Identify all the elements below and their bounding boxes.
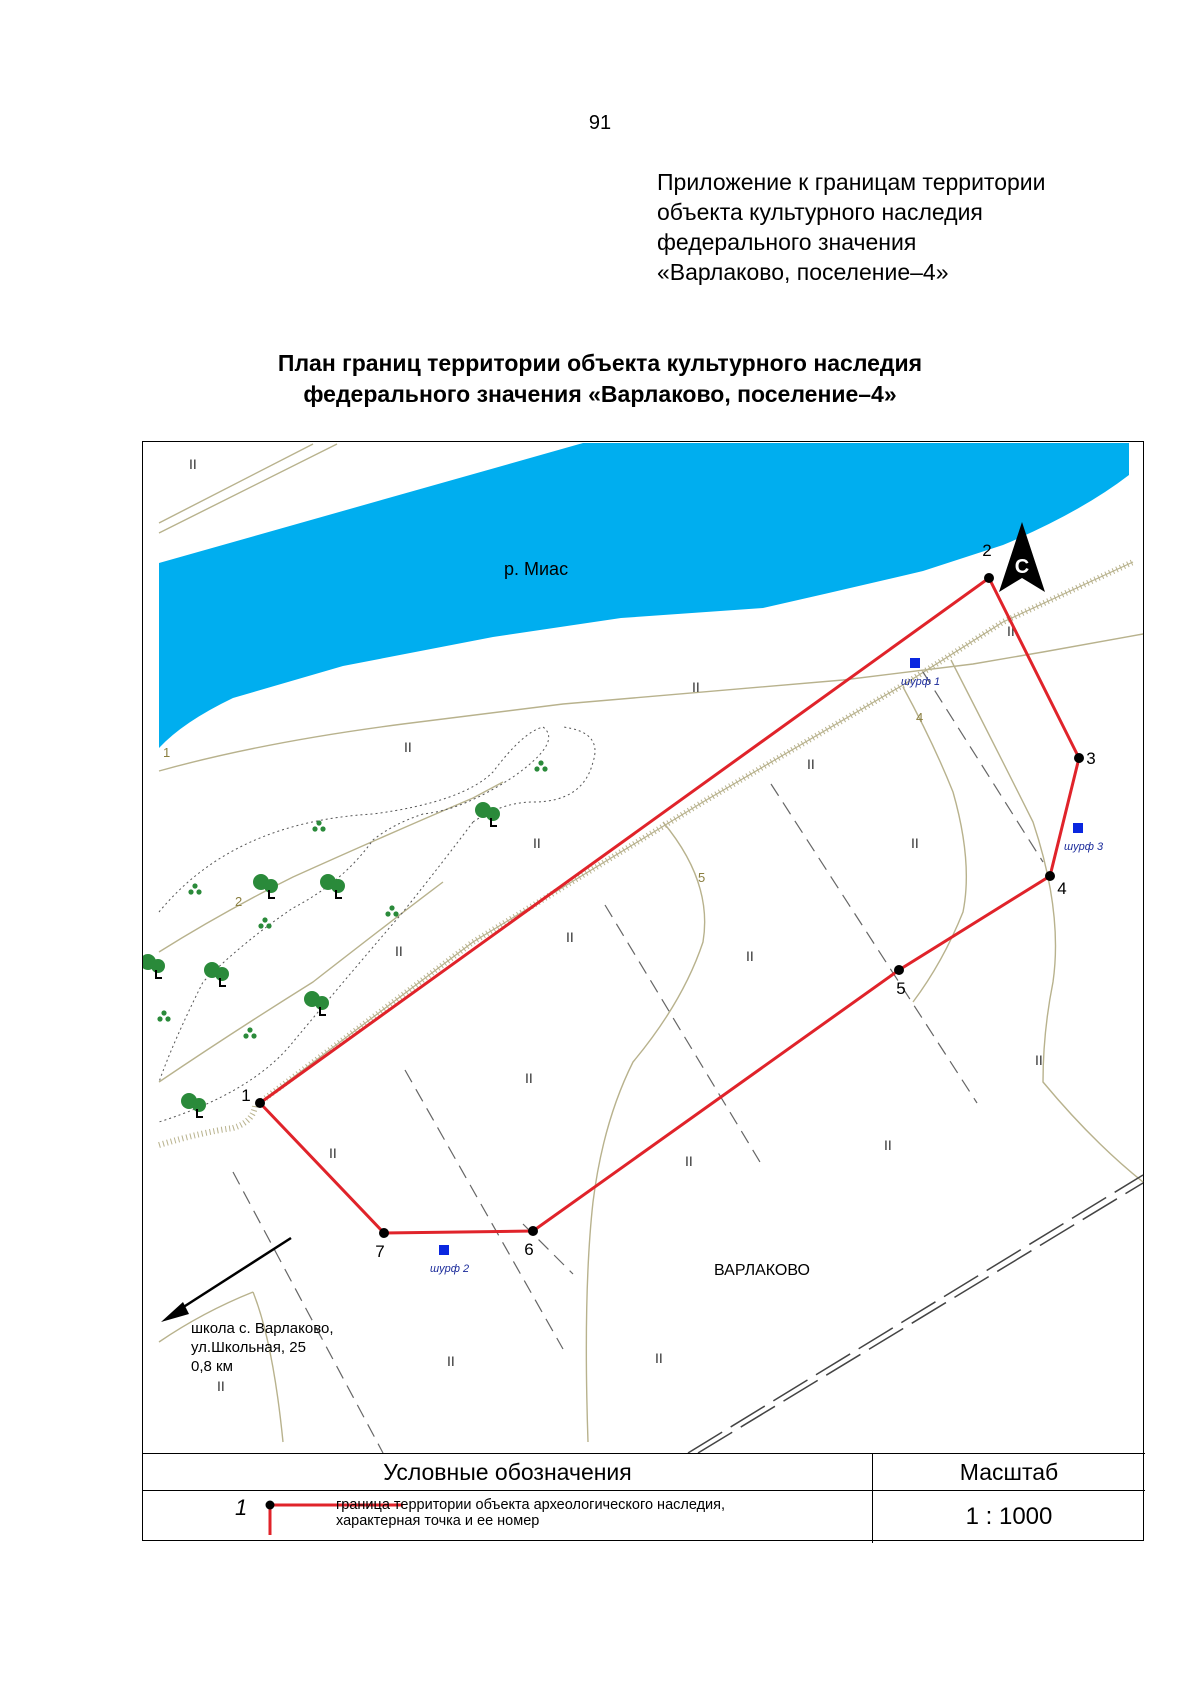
grass-symbol: II [533,835,541,851]
tree-icon [475,802,500,827]
pit-marker [439,1245,449,1255]
grass-symbol: II [395,943,403,959]
pit-label: шурф 3 [1064,841,1104,853]
appendix-line: федерального значения [657,229,917,255]
pit-label: шурф 1 [901,676,941,688]
legend-text [336,1497,725,1529]
pit-label: шурф 2 [430,1263,470,1275]
bush-icon [312,820,325,831]
plan-title [0,348,1200,410]
contour-label: 5 [698,870,706,885]
grass-symbol: II [807,756,815,772]
bush-icon [157,1010,170,1021]
plan-title-line: План границ территории объекта культурного наследия [277,350,923,376]
contour-label: 2 [235,894,243,909]
direction-note-line: 0,8 км [191,1358,233,1375]
boundary-point [1074,753,1084,763]
page-number: 91 [588,112,612,134]
boundary-point [984,573,994,583]
grass-symbol: II [329,1145,337,1161]
grass-symbol: II [884,1137,892,1153]
grass-symbol: II [447,1353,455,1369]
grass-symbol: II [525,1070,533,1086]
scale-header: Масштаб [873,1454,1145,1491]
pit-marker [1073,823,1083,833]
dashed-road [233,672,1043,1453]
scale-value: 1 : 1000 [965,1503,1053,1530]
boundary-point [1045,871,1055,881]
grass-symbol: II [692,679,700,695]
boundary-point [255,1098,265,1108]
tree-icon [304,991,329,1016]
boundary-point [379,1228,389,1238]
map-frame [142,441,1144,1541]
legend-text-line: граница территории объекта археологического наследия, [336,1497,726,1513]
legend-item [143,1491,873,1543]
bush-icon [258,917,271,928]
legend-area [143,1453,1145,1542]
legend-sample-number: 1 [235,1495,248,1520]
bush-icon [534,760,547,771]
boundary-point-label: 5 [896,979,906,998]
forest-outline [159,727,595,1122]
grass-symbol: II [189,456,197,472]
legend-text-line: характерная точка и ее номер [336,1513,540,1529]
river-label: р. Миас [504,559,569,579]
legend-header: Условные обозначения [143,1454,873,1491]
north-letter: С [1014,556,1030,578]
escarpment-hachure [159,1106,255,1145]
boundary-point-label: 3 [1086,749,1096,768]
village-label: ВАРЛАКОВО [714,1262,810,1279]
boundary-point [894,965,904,975]
boundary-point-label: 4 [1057,879,1067,898]
appendix-line: «Варлаково, поселение–4» [657,259,949,285]
direction-note-line: школа с. Варлаково, [191,1320,334,1337]
direction-note [191,1320,334,1375]
river-water [159,443,1129,748]
pits [430,658,1104,1275]
grass-symbol: II [911,835,919,851]
map-canvas [143,442,1145,1453]
grass-symbol: II [655,1350,663,1366]
plan-title-line: федерального значения «Варлаково, поселение–4» [303,381,897,407]
bush-icon [385,905,398,916]
grass-symbol: II [685,1153,693,1169]
bush-icon [243,1027,256,1038]
grass-symbol: II [746,948,754,964]
grass-symbol: II [404,739,412,755]
railway [688,1175,1143,1453]
boundary-point-label: 1 [241,1086,251,1105]
contour-label: 1 [163,745,171,760]
tree-icon [143,954,165,979]
contour-label: 4 [916,710,924,725]
appendix-line: Приложение к границам территории [657,169,1046,195]
territory-boundary [260,578,1079,1233]
boundary-point-label: 2 [982,541,992,560]
pit-marker [910,658,920,668]
direction-arrow [161,1238,291,1322]
direction-note-line: ул.Школьная, 25 [191,1339,306,1356]
tree-icon [320,874,345,899]
grass-symbol: II [1007,623,1015,639]
grass-symbol: II [217,1378,225,1394]
appendix-line: объекта культурного наследия [657,199,983,225]
tree-icon [204,962,229,987]
boundary-point-label: 6 [524,1240,534,1259]
grass-symbol: II [566,929,574,945]
appendix-note [657,167,1177,287]
boundary-point [528,1226,538,1236]
tree-icon [181,1093,206,1118]
boundary-point-label: 7 [375,1242,385,1261]
bush-icon [188,883,201,894]
grass-symbol: II [1035,1052,1043,1068]
